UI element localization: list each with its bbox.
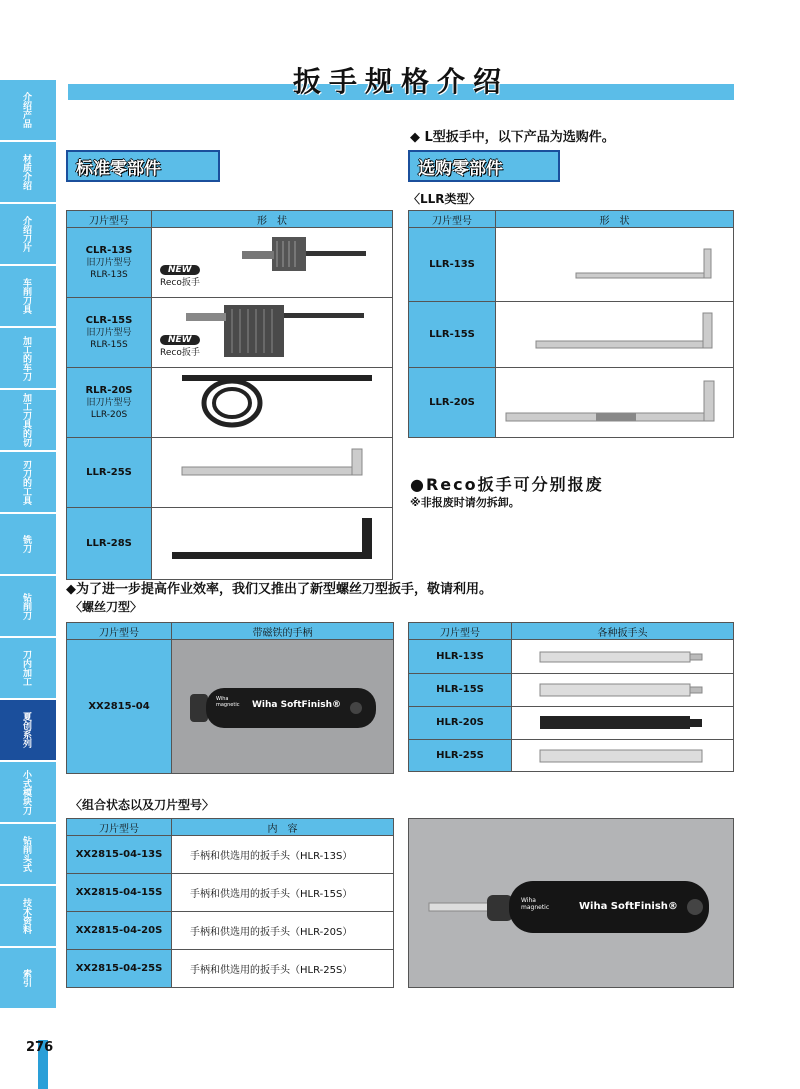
photo-logo: Wiha magnetic bbox=[521, 897, 550, 911]
l-wrench-icon bbox=[496, 235, 726, 295]
table-row: HLR-20S bbox=[409, 707, 512, 740]
model-name: RLR-20S bbox=[85, 384, 133, 396]
head-image bbox=[512, 707, 734, 740]
bit-icon bbox=[512, 675, 732, 705]
col-model: 刀片型号 bbox=[67, 211, 152, 228]
col-content: 内 容 bbox=[172, 819, 394, 836]
reco-label: Reco扳手 bbox=[160, 278, 200, 288]
bit-icon bbox=[512, 741, 732, 771]
table-row: HLR-13S bbox=[409, 640, 512, 674]
photo-brand: Wiha SoftFinish® bbox=[579, 901, 678, 912]
wrench-image bbox=[152, 508, 393, 580]
page-number: 276 bbox=[26, 1040, 54, 1055]
screw-subtype: 〈螺丝刀型〉 bbox=[70, 600, 143, 614]
model-name: CLR-15S bbox=[85, 314, 133, 326]
sidebar-tab[interactable]: 加工的车刀 bbox=[0, 328, 56, 390]
model-name: LLR-25S bbox=[86, 466, 132, 478]
col-model: 刀片型号 bbox=[409, 211, 496, 228]
screw-intro: ◆为了进一步提高作业效率，我们又推出了新型螺丝刀型扳手，敬请利用。 bbox=[66, 582, 492, 597]
optional-note: ◆ L型扳手中，以下产品为选购件。 bbox=[410, 130, 615, 145]
sidebar-tab[interactable]: 材质介绍 bbox=[0, 142, 56, 204]
combo-photo bbox=[408, 818, 734, 988]
l-wrench-icon bbox=[152, 510, 392, 578]
l-wrench-icon bbox=[152, 439, 392, 507]
table-row: HLR-25S bbox=[409, 740, 512, 772]
model-name: LLR-28S bbox=[86, 537, 132, 549]
optional-table bbox=[408, 210, 734, 438]
table-row bbox=[67, 298, 152, 368]
combo-content: 手柄和供选用的扳手头（HLR-25S） bbox=[172, 950, 394, 988]
col-model: 刀片型号 bbox=[67, 819, 172, 836]
optional-heading: 选购零部件 bbox=[408, 150, 560, 182]
wrench-image bbox=[152, 228, 393, 298]
bit-icon bbox=[512, 642, 732, 672]
reco-note-title: ●Reco扳手可分别报废 bbox=[410, 475, 604, 494]
wrench-image bbox=[496, 302, 734, 368]
old-model-label: 旧刀片型号 bbox=[86, 257, 132, 268]
combo-content: 手柄和供选用的扳手头（HLR-20S） bbox=[172, 912, 394, 950]
sidebar-tab[interactable]: 小式模块刀 bbox=[0, 762, 56, 824]
wrench-image bbox=[496, 228, 734, 302]
table-row bbox=[67, 508, 152, 580]
handle-image bbox=[172, 640, 394, 774]
combo-content: 手柄和供选用的扳手头（HLR-15S） bbox=[172, 874, 394, 912]
reco-label: Reco扳手 bbox=[160, 348, 200, 358]
table-row bbox=[67, 368, 152, 438]
sidebar-tab[interactable]: 介绍产品 bbox=[0, 80, 56, 142]
head-image bbox=[512, 674, 734, 707]
table-row bbox=[67, 438, 152, 508]
wrench-image bbox=[496, 368, 734, 438]
heads-table bbox=[408, 622, 734, 772]
coil-wrench-icon bbox=[152, 369, 392, 437]
model-name: CLR-13S bbox=[85, 244, 133, 256]
handle-logo: Wiha magnetic bbox=[216, 696, 240, 708]
sidebar-tab[interactable]: 技术资料 bbox=[0, 886, 56, 948]
old-model-label: 旧刀片型号 bbox=[86, 327, 132, 338]
old-model-label: 旧刀片型号 bbox=[86, 397, 132, 408]
old-model: RLR-15S bbox=[90, 339, 128, 350]
col-shape: 各种扳手头 bbox=[512, 623, 734, 640]
optional-subtype: 〈LLR类型〉 bbox=[408, 192, 481, 206]
standard-heading: 标准零部件 bbox=[66, 150, 220, 182]
sidebar-tab[interactable]: 钻削刀 bbox=[0, 576, 56, 638]
new-badge: NEW bbox=[160, 335, 200, 345]
standard-table bbox=[66, 210, 393, 580]
l-wrench-icon bbox=[496, 373, 726, 433]
bit-icon bbox=[512, 708, 732, 738]
table-row bbox=[67, 228, 152, 298]
sidebar-tab[interactable]: 加工刀具的切 bbox=[0, 390, 56, 452]
sidebar-tab[interactable]: 车削刀具 bbox=[0, 266, 56, 328]
head-image bbox=[512, 740, 734, 772]
combo-subtype: 〈组合状态以及刀片型号〉 bbox=[70, 798, 215, 812]
sidebar-tab[interactable]: 刀内加工 bbox=[0, 638, 56, 700]
col-shape: 带磁铁的手柄 bbox=[172, 623, 394, 640]
page-title: 扳手规格介绍 bbox=[292, 65, 509, 98]
old-model: RLR-13S bbox=[90, 269, 128, 280]
table-row: LLR-20S bbox=[409, 368, 496, 438]
table-row: LLR-15S bbox=[409, 302, 496, 368]
handle-brand: Wiha SoftFinish® bbox=[252, 700, 341, 710]
combo-content: 手柄和供选用的扳手头（HLR-13S） bbox=[172, 836, 394, 874]
table-row: XX2815-04 bbox=[67, 640, 172, 774]
table-row: XX2815-04-20S bbox=[67, 912, 172, 950]
table-row: HLR-15S bbox=[409, 674, 512, 707]
wrench-image bbox=[152, 298, 393, 368]
handle-table bbox=[66, 622, 394, 774]
sidebar-tab[interactable]: 介绍刀片 bbox=[0, 204, 56, 266]
table-row: XX2815-04-13S bbox=[67, 836, 172, 874]
sidebar-tab[interactable]: 刃刀的工具 bbox=[0, 452, 56, 514]
combo-table bbox=[66, 818, 394, 988]
table-row: XX2815-04-15S bbox=[67, 874, 172, 912]
old-model: LLR-20S bbox=[90, 409, 128, 420]
sidebar-tab[interactable]: 索引 bbox=[0, 948, 56, 1010]
table-row: LLR-13S bbox=[409, 228, 496, 302]
l-wrench-icon bbox=[496, 305, 726, 365]
wrench-image bbox=[152, 438, 393, 508]
col-model: 刀片型号 bbox=[67, 623, 172, 640]
sidebar-tab[interactable]: 钻削头式 bbox=[0, 824, 56, 886]
sidebar-tab[interactable]: 夏创系列 bbox=[0, 700, 56, 762]
screwdriver-assembled-icon bbox=[409, 819, 733, 987]
table-row: XX2815-04-25S bbox=[67, 950, 172, 988]
col-shape: 形 状 bbox=[152, 211, 393, 228]
new-badge: NEW bbox=[160, 265, 200, 275]
sidebar-tab[interactable]: 铣刀 bbox=[0, 514, 56, 576]
reco-note-sub: ※非报废时请勿拆卸。 bbox=[410, 496, 520, 509]
col-model: 刀片型号 bbox=[409, 623, 512, 640]
col-shape: 形 状 bbox=[496, 211, 734, 228]
head-image bbox=[512, 640, 734, 674]
wrench-image bbox=[152, 368, 393, 438]
